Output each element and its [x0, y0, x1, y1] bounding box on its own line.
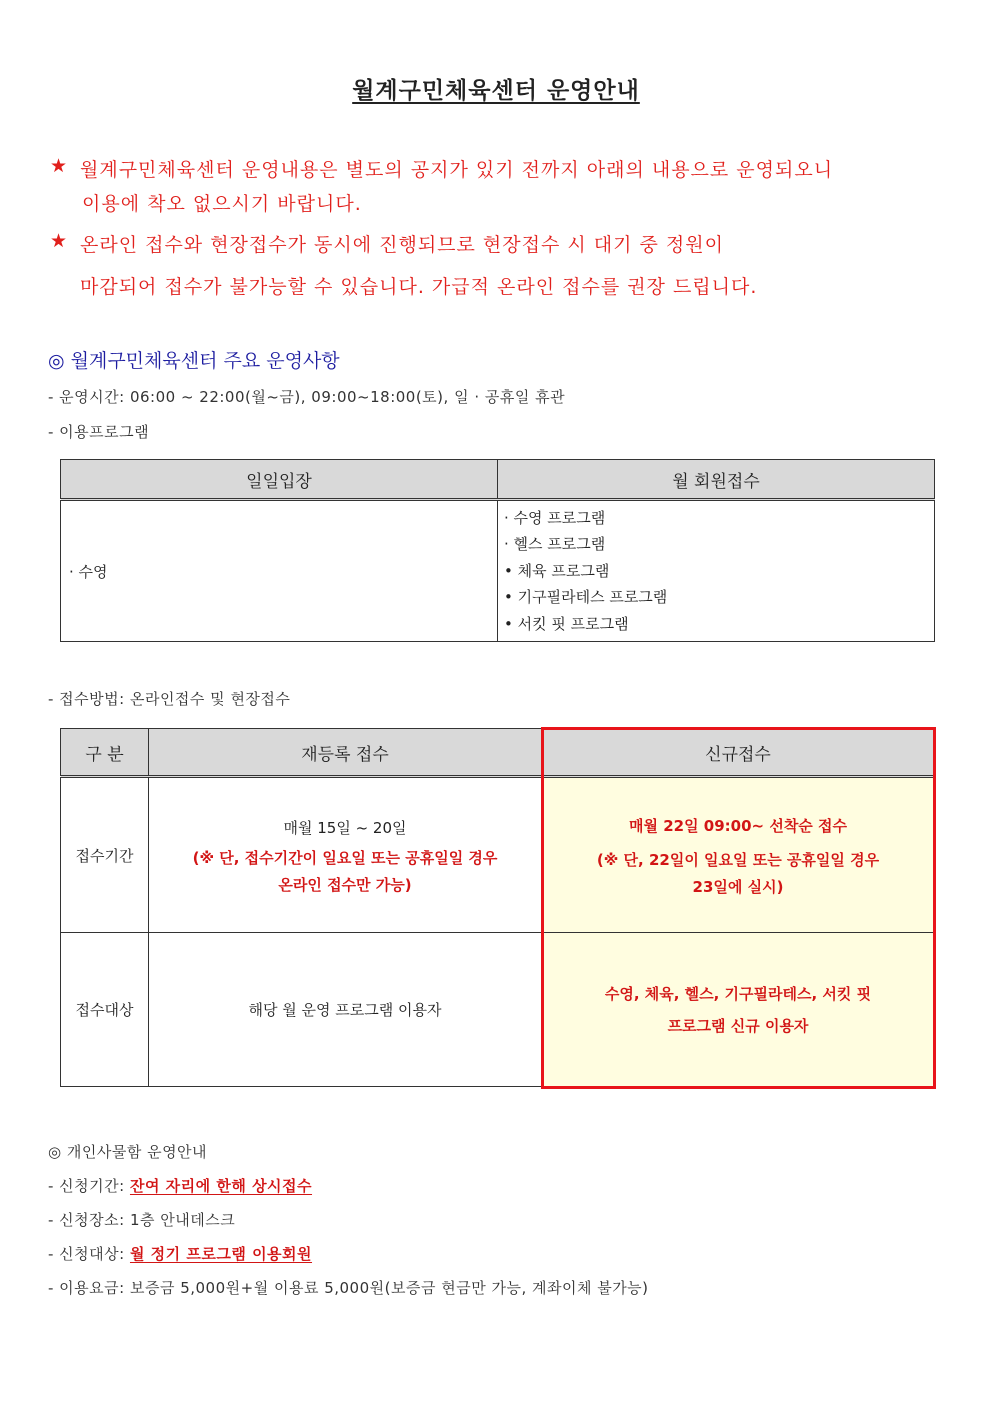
program-table-header — [61, 460, 935, 500]
method-label: - 접수방법: 온라인접수 및 현장접수 — [48, 690, 291, 708]
list-item: • 체육 프로그램 — [504, 561, 610, 580]
locker-period: - 신청기간: 잔여 자리에 한해 상시접수 — [48, 1177, 313, 1195]
locker-fee: - 이용요금: 보증금 5,000원+월 이용료 5,000원(보증금 현금만 가능, 계좌이체 불가능) — [48, 1279, 649, 1297]
table-row — [61, 777, 935, 933]
notice-1-line1: 월계구민체육센터 운영내용은 별도의 공지가 있기 전까지 아래의 내용으로 운영되오니 — [80, 159, 834, 181]
row-label: 접수기간 — [61, 777, 149, 933]
notice-1 — [50, 155, 950, 215]
registration-table-header — [61, 729, 935, 777]
registration-table — [60, 728, 935, 1087]
notice-2-line1: 온라인 접수와 현장접수가 동시에 진행되므로 현장접수 시 대기 중 정원이 — [80, 234, 724, 256]
page-title: 월계구민체육센터 운영안내 — [352, 78, 640, 104]
locker-place: - 신청장소: 1층 안내데스크 — [48, 1211, 236, 1229]
notice-2 — [50, 230, 950, 300]
notice-2-line2: 마감되어 접수가 불가능할 수 있습니다. 가급적 온라인 접수를 권장 드립니다. — [80, 276, 758, 298]
new-period: 매월 22일 09:00~ 선착순 접수 (※ 단, 22일이 일요일 또는 공휴일일 경우 23일에 실시) — [542, 777, 935, 933]
operating-hours: - 운영시간: 06:00 ~ 22:00(월~금), 09:00~18:00(토), 일 · 공휴일 휴관 — [48, 388, 566, 406]
new-target: 수영, 체육, 헬스, 기구필라테스, 서킷 핏 프로그램 신규 이용자 — [542, 933, 935, 1087]
header-reregistration: 재등록 접수 — [149, 729, 542, 777]
daily-programs: · 수영 — [61, 500, 498, 642]
notice-1-line2: 이용에 착오 없으시기 바랍니다. — [82, 193, 362, 215]
header-category: 구 분 — [61, 729, 149, 777]
reregistration-period: 매월 15일 ~ 20일 (※ 단, 접수기간이 일요일 또는 공휴일일 경우 온라인 접수만 가능) — [149, 777, 542, 933]
locker-target-value: 월 정기 프로그램 이용회원 — [129, 1245, 313, 1263]
locker-period-value: 잔여 자리에 한해 상시접수 — [129, 1177, 313, 1195]
list-item: • 기구필라테스 프로그램 — [504, 588, 668, 607]
list-item: · 수영 프로그램 — [504, 508, 606, 527]
locker-target: - 신청대상: 월 정기 프로그램 이용회원 — [48, 1245, 313, 1263]
reregistration-target: 해당 월 운영 프로그램 이용자 — [149, 933, 542, 1087]
header-new: 신규접수 — [542, 729, 935, 777]
program-table-row — [61, 500, 935, 642]
programs-label: - 이용프로그램 — [48, 423, 150, 441]
list-item: • 서킷 핏 프로그램 — [504, 614, 629, 633]
row-label: 접수대상 — [61, 933, 149, 1087]
monthly-programs — [498, 500, 935, 642]
program-table — [60, 459, 935, 642]
star-icon: ★ — [50, 155, 69, 177]
header-daily: 일일입장 — [61, 460, 498, 500]
list-item: · 헬스 프로그램 — [504, 535, 606, 554]
header-monthly: 월 회원접수 — [498, 460, 935, 500]
locker-heading: ◎ 개인사물함 운영안내 — [48, 1143, 208, 1161]
section-heading-main: ◎ 월계구민체육센터 주요 운영사항 — [48, 350, 340, 372]
star-icon: ★ — [50, 230, 69, 252]
table-row — [61, 933, 935, 1087]
